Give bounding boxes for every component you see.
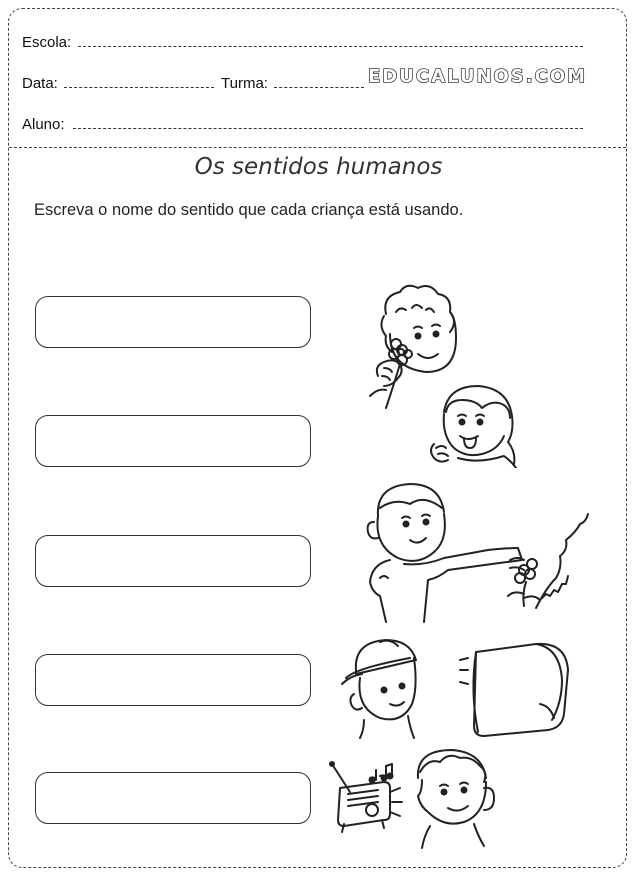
touching-child-icon: [360, 478, 590, 623]
page-title: Os sentidos humanos: [194, 154, 443, 180]
student-field[interactable]: [73, 128, 583, 129]
tasting-child-icon: [422, 382, 522, 468]
listening-radio-child-icon: [326, 748, 496, 854]
instruction-text: Escreva o nome do sentido que cada criança está usando.: [34, 201, 464, 219]
answer-box-3[interactable]: [35, 535, 311, 587]
watching-tv-child-icon: [340, 634, 580, 739]
brand-logo: EDUCALUNOS.COM: [368, 66, 588, 87]
header-divider: [9, 147, 626, 148]
answer-box-4[interactable]: [35, 654, 311, 706]
class-label: Turma:: [221, 75, 268, 92]
answer-box-1[interactable]: [35, 296, 311, 348]
date-field[interactable]: [64, 87, 214, 88]
class-field[interactable]: [274, 87, 364, 88]
answer-box-5[interactable]: [35, 772, 311, 824]
date-label: Data:: [22, 75, 58, 92]
school-label: Escola:: [22, 34, 72, 51]
student-label: Aluno:: [22, 116, 65, 133]
answer-box-2[interactable]: [35, 415, 311, 467]
school-field[interactable]: [78, 46, 583, 47]
